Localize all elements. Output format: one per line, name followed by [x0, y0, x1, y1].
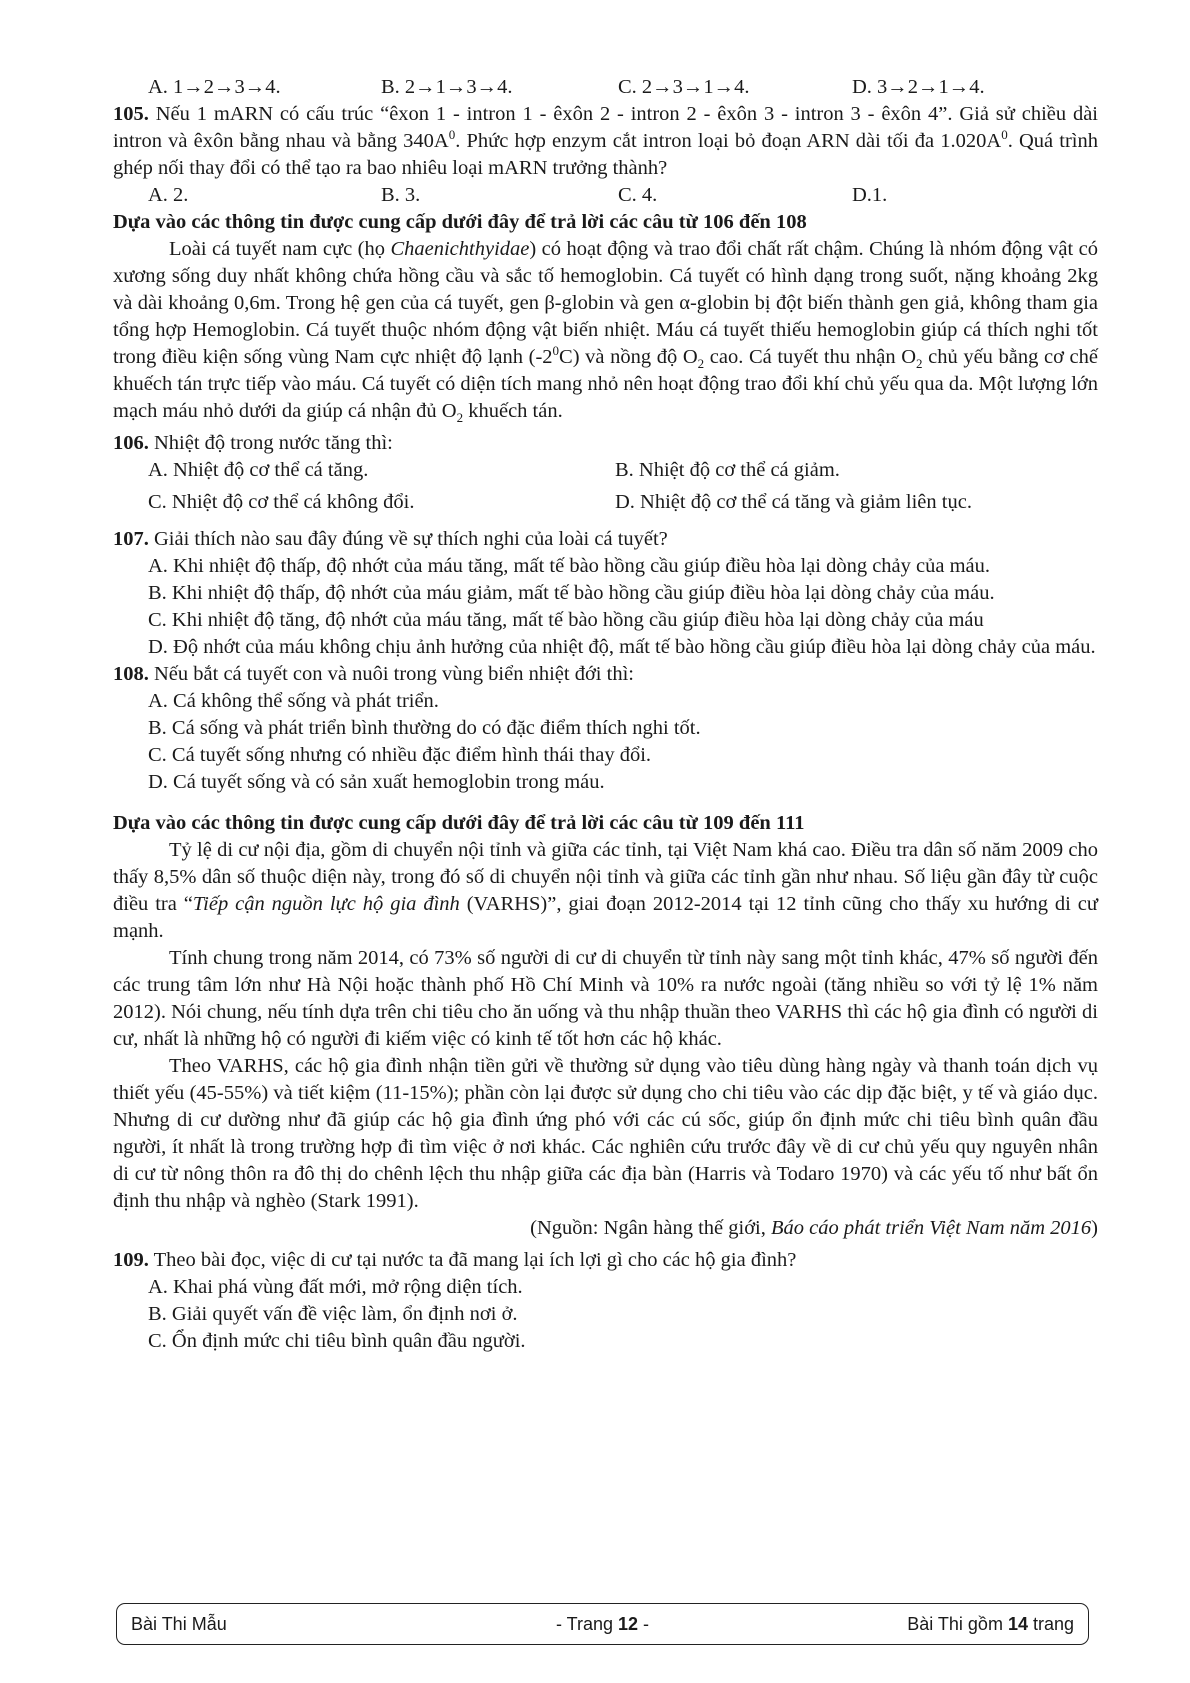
q105-text-b: . Phức hợp enzym cắt intron loại bỏ đoạn ARN dài tối đa 1.020A [455, 130, 1002, 152]
q105-option-d: D.1. [852, 184, 888, 206]
q107-option-a: A. Khi nhiệt độ thấp, độ nhớt của máu tăng, mất tế bào hồng cầu giúp điều hòa lại dòng chảy của máu. [148, 555, 991, 577]
s1-sub-2: 2 [916, 356, 923, 372]
q106-number: 106. [113, 432, 149, 454]
footer-right [907, 1614, 1074, 1635]
s1-degree-sup: 0 [552, 343, 560, 359]
q109-question [113, 1247, 1098, 1274]
q109-option-b: B. Giải quyết vấn đề việc làm, ổn định nơi ở. [148, 1303, 518, 1325]
s1-sub-3: 2 [456, 410, 464, 426]
footer-page-indicator [556, 1614, 649, 1635]
q106-option-a: A. Nhiệt độ cơ thể cá tăng. [148, 459, 369, 481]
q105-option-b: B. 3. [381, 184, 421, 206]
s2-p1-text-a: Tỷ lệ di cư nội địa, gồm di chuyển nội tỉnh và giữa các tỉnh, tại Việt Nam khá cao. Điều tra dân số năm 2009 cho thấy 8,5% dân số thuộc diện này, trong đó số di chuyển nội tỉnh và giữa các tỉnh gần như nhau. Số liệu gần đây từ cuộc điều tra “ [113, 839, 1098, 915]
q105-sup-b: 0 [1001, 127, 1008, 143]
q105-option-c: C. 4. [618, 184, 658, 206]
q106-option-c: C. Nhiệt độ cơ thể cá không đổi. [148, 491, 415, 513]
q108-option-d: D. Cá tuyết sống và có sản xuất hemoglobin trong máu. [148, 771, 605, 793]
q107-option-b: B. Khi nhiệt độ thấp, độ nhớt của máu giảm, mất tế bào hồng cầu giúp điều hòa lại dòng chảy của máu. [148, 582, 995, 604]
q106-text: Nhiệt độ trong nước tăng thì: [148, 432, 393, 454]
q109-number: 109. [113, 1249, 149, 1271]
q105-text-c: . Quá trình ghép nối thay đổi có thể tạo ra bao nhiêu loại mARN trưởng thành? [113, 130, 1099, 179]
s1-text-b: ) có hoạt động và trao đổi chất rất chậm. Chúng là nhóm động vật có xương sống duy nhất không chứa hồng cầu và sắc tố hemoglobin. Cá tuyết có hình dạng trong suốt, nặng khoảng 2kg và dài khoảng 0,6m. Trong hệ gen của cá tuyết, gen β-globin và gen α-globin bị đột biến thành gen giả, không tham gia tổng hợp Hemoglobin. Cá tuyết thuộc nhóm động vật biến nhiệt. Máu cá tuyết thiếu hemoglobin giúp cá thích nghi tốt trong điều kiện sống vùng Nam cực nhiệt độ lạnh (-2 [113, 238, 1098, 368]
q105-options [113, 182, 1098, 209]
section2-heading: Dựa vào các thông tin được cung cấp dưới đây để trả lời các câu từ 109 đến 111 [113, 812, 805, 834]
q105-question [113, 101, 1098, 182]
q107-option-d: D. Độ nhớt của máu không chịu ảnh hưởng của nhiệt độ, mất tế bào hồng cầu giúp điều hòa lại dòng chảy của máu. [148, 636, 1096, 658]
q104-option-a: A. 1→2→3→4. [148, 76, 281, 98]
footer-total-suffix: trang [1027, 1613, 1074, 1634]
footer-total-prefix: Bài Thi gồm [907, 1613, 1008, 1634]
s1-species-name: Chaenichthyidae [390, 238, 530, 260]
s1-text-f: khuếch tán. [463, 400, 563, 422]
q109-text: Theo bài đọc, việc di cư tại nước ta đã mang lại ích lợi gì cho các hộ gia đình? [148, 1249, 797, 1271]
section2-paragraph-1 [113, 837, 1098, 945]
q106-option-b: B. Nhiệt độ cơ thể cá giảm. [615, 459, 840, 481]
q107-text: Giải thích nào sau đây đúng về sự thích nghi của loài cá tuyết? [148, 528, 668, 550]
q107-question [113, 526, 1098, 553]
q107-number: 107. [113, 528, 149, 550]
source-title: Báo cáo phát triển Việt Nam năm 2016 [770, 1217, 1092, 1239]
footer-page-number: 12 [618, 1613, 639, 1634]
s1-text-e: chủ yếu bằng cơ chế khuếch tán trực tiếp vào máu. Cá tuyết có diện tích mang nhỏ nên hoạt động trao đổi khí chủ yếu qua da. Một lượng lớn mạch máu nhỏ dưới da giúp cá nhận đủ O [113, 346, 1099, 422]
q105-text-a: Nếu 1 mARN có cấu trúc “êxon 1 - intron 1 - êxôn 2 - intron 2 - êxôn 3 - intron 3 - êxôn 4”. Giả sử chiều dài intron và êxôn bằng nhau và bằng 340A [113, 103, 1099, 152]
section1-heading: Dựa vào các thông tin được cung cấp dưới đây để trả lời các câu từ 106 đến 108 [113, 211, 807, 233]
q105-number: 105. [113, 103, 149, 125]
footer-total-pages: 14 [1007, 1613, 1028, 1634]
q104-option-b: B. 2→1→3→4. [381, 76, 513, 98]
q108-option-c: C. Cá tuyết sống nhưng có nhiều đặc điểm hình thái thay đổi. [148, 744, 652, 766]
q104-option-d: D. 3→2→1→4. [852, 76, 985, 98]
s2-survey-name: Tiếp cận nguồn lực hộ gia đình [192, 893, 460, 915]
q106-question [113, 430, 1098, 457]
footer-page-prefix: - Trang [555, 1613, 618, 1634]
q107-option-c: C. Khi nhiệt độ tăng, độ nhớt của máu tăng, mất tế bào hồng cầu giúp điều hòa lại dòng chảy của máu [148, 609, 984, 631]
q105-option-a: A. 2. [148, 184, 189, 206]
page-footer [116, 1603, 1089, 1645]
s1-sub-1: 2 [697, 356, 705, 372]
q108-number: 108. [113, 663, 149, 685]
q104-option-c: C. 2→3→1→4. [618, 76, 750, 98]
section2-source [113, 1215, 1098, 1242]
q106-option-d: D. Nhiệt độ cơ thể cá tăng và giảm liên tục. [615, 491, 972, 513]
q105-sup-a: 0 [448, 127, 456, 143]
q109-option-a: A. Khai phá vùng đất mới, mở rộng diện tích. [148, 1276, 523, 1298]
q104-options [113, 74, 1098, 101]
s2-p1-text-b: (VARHS)”, giai đoạn 2012-2014 tại 12 tỉnh cũng cho thấy xu hướng di cư mạnh. [113, 893, 1099, 942]
q106-options [113, 457, 1098, 484]
exam-page [113, 74, 1098, 1355]
q106-options-row2 [113, 489, 1098, 516]
source-text-a: (Nguồn: Ngân hàng thế giới, [530, 1217, 771, 1239]
q108-option-b: B. Cá sống và phát triển bình thường do có đặc điểm thích nghi tốt. [148, 717, 701, 739]
source-text-b: ) [1091, 1217, 1098, 1239]
q108-question [113, 661, 1098, 688]
footer-left: Bài Thi Mẫu [131, 1613, 227, 1634]
section1-paragraph [113, 236, 1098, 425]
s1-text-d: cao. Cá tuyết thu nhận O [704, 346, 917, 368]
q108-option-a: A. Cá không thể sống và phát triển. [148, 690, 439, 712]
q109-option-c: C. Ổn định mức chi tiêu bình quân đầu người. [148, 1330, 526, 1352]
section2-paragraph-3: Theo VARHS, các hộ gia đình nhận tiền gửi về thường sử dụng vào tiêu dùng hàng ngày và thanh toán dịch vụ thiết yếu (45-55%) và tiết kiệm (11-15%); phần còn lại được sử dụng cho chi tiêu vào các dịp đặc biệt, y tế và giáo dục. Nhưng di cư dường như đã giúp các hộ gia đình ứng phó với các cú sốc, giúp ổn định mức chi tiêu bình quân đầu người, ít nhất là trong trường hợp đi tìm việc ở nơi khác. Các nghiên cứu trước đây về di cư chủ yếu quy nguyên nhân di cư từ nông thôn ra đô thị do chênh lệch thu nhập giữa các địa bàn (Harris và Todaro 1970) và các yếu tố như bất ổn định thu nhập và nghèo (Stark 1991). [113, 1055, 1098, 1212]
footer-page-suffix: - [638, 1613, 650, 1634]
s1-text-a: Loài cá tuyết nam cực (họ [169, 238, 391, 260]
section2-paragraph-2: Tính chung trong năm 2014, có 73% số người di cư di chuyển từ tỉnh này sang một tỉnh khác, 47% số người đến các trung tâm lớn như Hà Nội hoặc thành phố Hồ Chí Minh và 10% ra nước ngoài (tăng nhiều so với tỷ lệ 1% năm 2012). Nói chung, nếu tính dựa trên chi tiêu cho ăn uống và thu nhập thuần theo VARHS thì các hộ gia đình có người di cư, nhất là những hộ có người đi kiếm việc có kinh tế tốt hơn các hộ khác. [113, 947, 1098, 1050]
q108-text: Nếu bắt cá tuyết con và nuôi trong vùng biển nhiệt đới thì: [148, 663, 634, 685]
s1-text-c: C) và nồng độ O [559, 346, 698, 368]
